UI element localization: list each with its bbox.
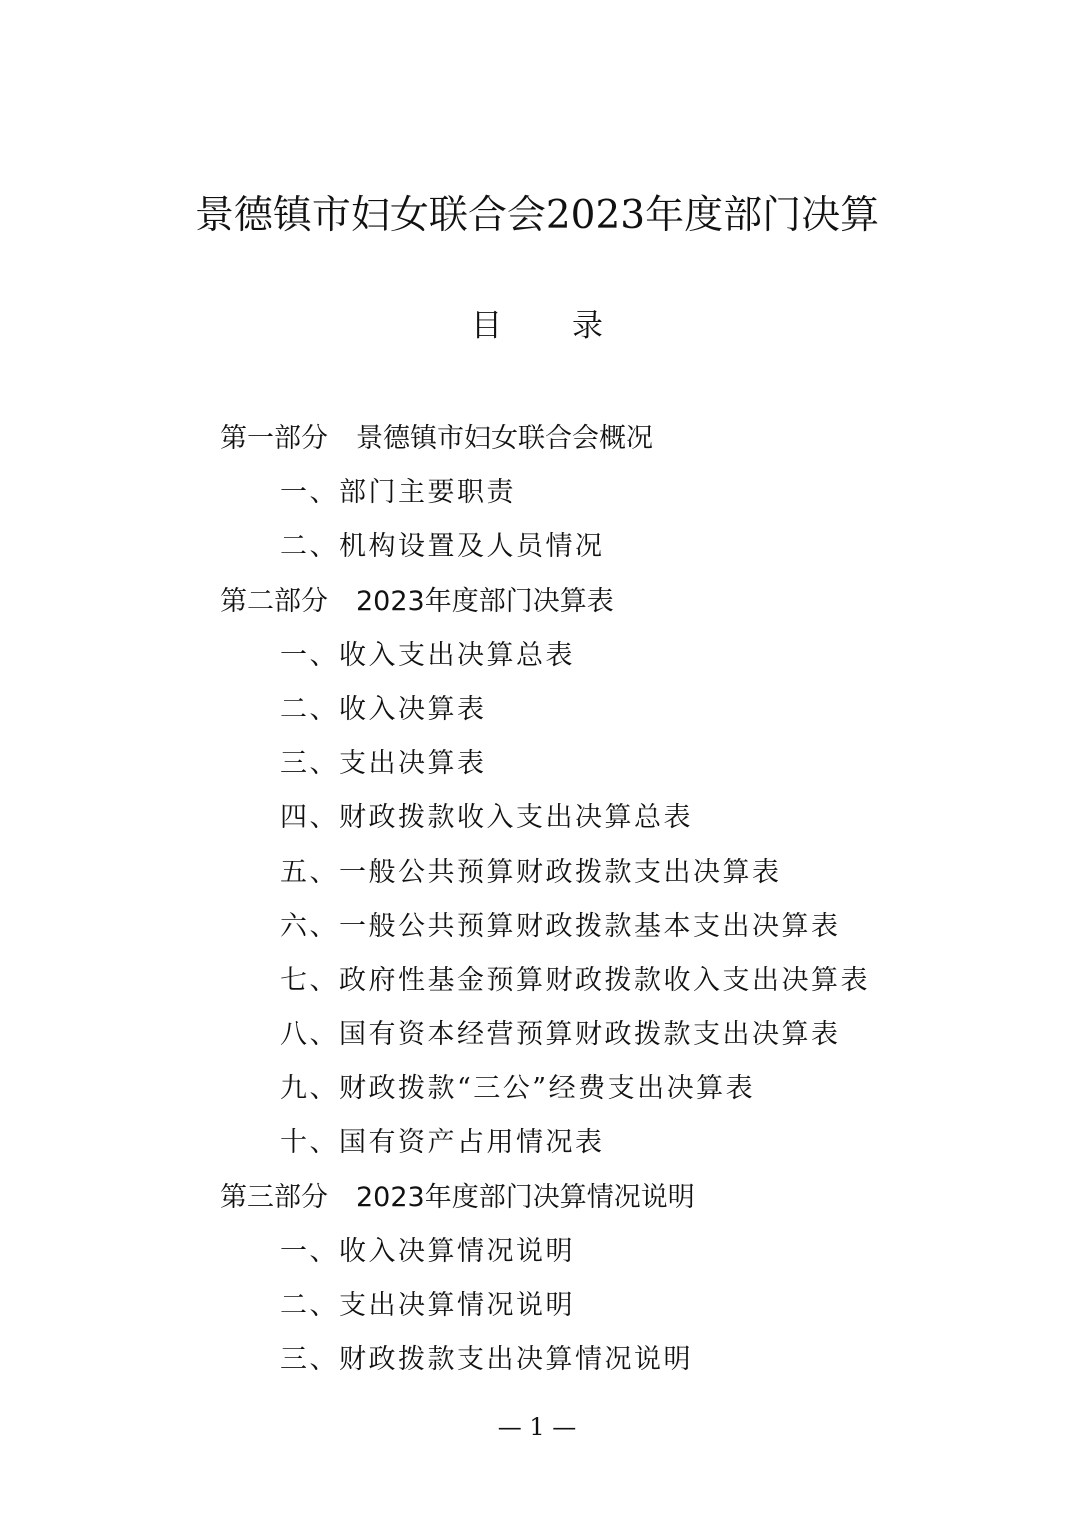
toc-item: 九、财政拨款“三公”经费支出决算表	[280, 1073, 756, 1105]
toc-item: 二、机构设置及人员情况	[280, 531, 605, 563]
page-number: — 1 —	[497, 1413, 577, 1441]
toc-item: 七、政府性基金预算财政拨款收入支出决算表	[280, 964, 870, 996]
toc-item: 三、支出决算表	[280, 748, 487, 780]
toc-item: 三、财政拨款支出决算情况说明	[280, 1344, 693, 1376]
toc-part-number: 第三部分	[220, 1181, 328, 1213]
toc-part-3	[0, 1171, 1074, 1225]
toc-item: 一、部门主要职责	[280, 477, 516, 509]
toc-part-1	[0, 412, 1074, 466]
toc-part-number: 第一部分	[220, 423, 328, 454]
table-of-contents	[0, 412, 1074, 1387]
toc-part-title: 2023年度部门决算表	[356, 585, 614, 617]
toc-item: 五、一般公共预算财政拨款支出决算表	[280, 856, 782, 888]
document-title: 景德镇市妇女联合会2023年度部门决算	[194, 193, 880, 238]
toc-item: 二、支出决算情况说明	[280, 1290, 575, 1321]
toc-heading-char-1: 目	[471, 308, 502, 344]
toc-heading-char-2: 录	[572, 308, 603, 344]
toc-part-title: 2023年度部门决算情况说明	[356, 1181, 695, 1213]
toc-item: 六、一般公共预算财政拨款基本支出决算表	[280, 910, 841, 942]
toc-heading	[0, 306, 1074, 346]
toc-item: 一、收入支出决算总表	[280, 639, 575, 671]
toc-part-2	[0, 575, 1074, 629]
toc-item: 八、国有资本经营预算财政拨款支出决算表	[280, 1019, 841, 1051]
toc-item: 十、国有资产占用情况表	[280, 1127, 605, 1159]
toc-part-number: 第二部分	[220, 585, 328, 617]
toc-item: 二、收入决算表	[280, 693, 487, 725]
toc-item: 四、财政拨款收入支出决算总表	[280, 802, 693, 834]
toc-part-title: 景德镇市妇女联合会概况	[356, 423, 653, 454]
toc-item: 一、收入决算情况说明	[280, 1235, 575, 1267]
